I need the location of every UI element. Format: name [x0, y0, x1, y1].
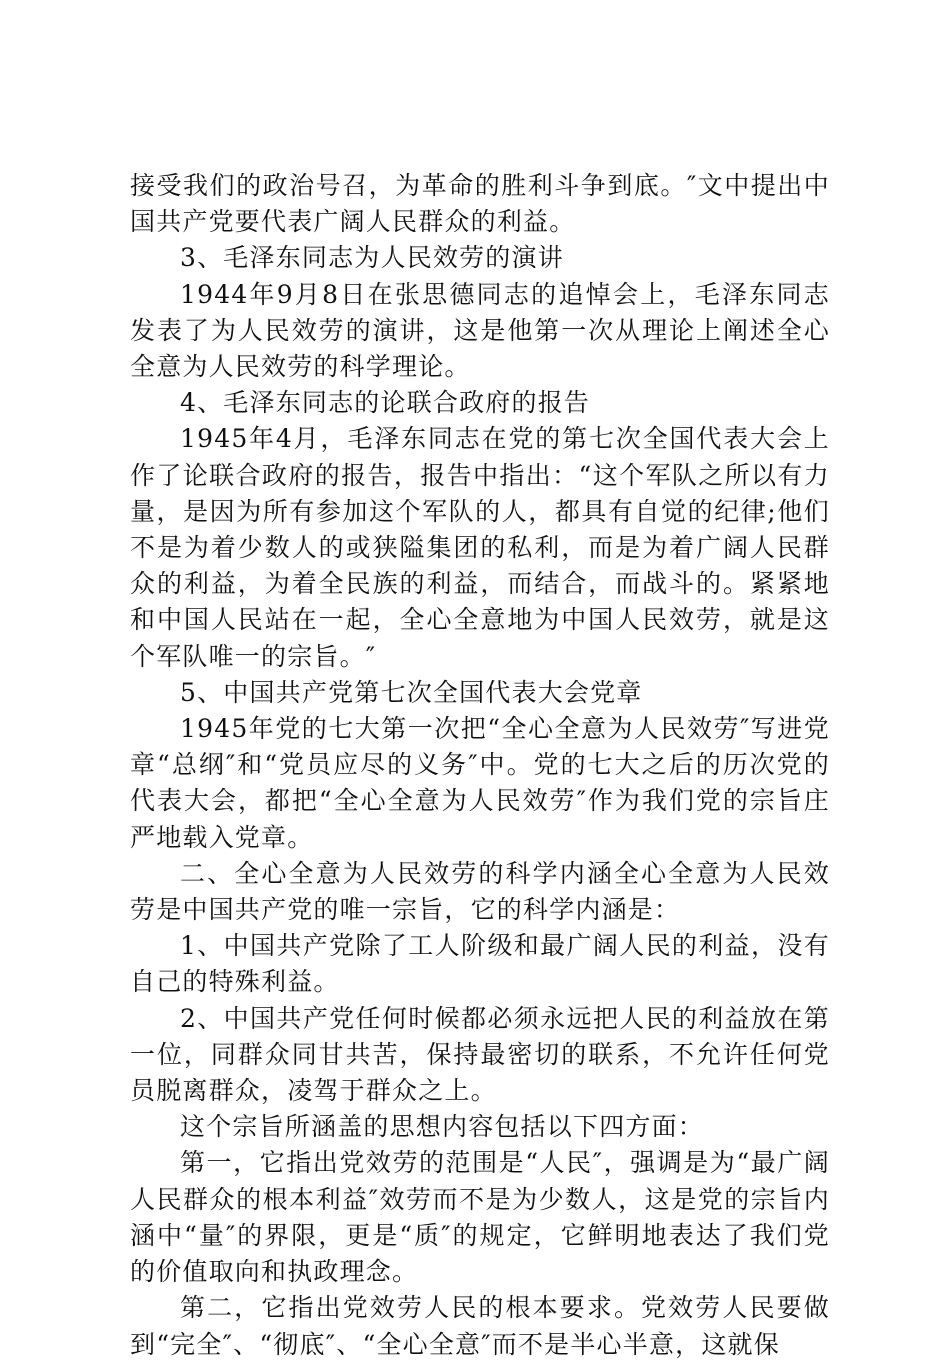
list-item: 1、中国共产党除了工人阶级和最广阔人民的利益，没有自己的特殊利益。 [130, 931, 830, 997]
list-item: 2、中国共产党任何时候都必须永远把人民的利益放在第一位，同群众同甘共苦，保持最密切的联系，不允许任何党员脱离群众，凌驾于群众之上。 [130, 1003, 830, 1106]
paragraph: 第二，它指出党效劳人民的根本要求。党效劳人民要做到“完全″、“彻底″、“全心全意″而不是半心半意，这就保 [130, 1293, 830, 1359]
heading-item-4: 4、毛泽东同志的论联合政府的报告 [180, 388, 591, 418]
paragraph: 1944年9月8日在张思德同志的追悼会上，毛泽东同志发表了为人民效劳的演讲，这是他第一次从理论上阐述全心全意为人民效劳的科学理论。 [130, 279, 830, 382]
heading-item-3: 3、毛泽东同志为人民效劳的演讲 [180, 243, 564, 273]
paragraph: 1945年党的七大第一次把“全心全意为人民效劳″写进党章“总纲″和“党员应尽的义务″中。党的七大之后的历次党的代表大会，都把“全心全意为人民效劳″作为我们党的宗旨庄严地载入党章。 [130, 714, 830, 852]
document-body [130, 168, 830, 1363]
section-heading: 二、全心全意为人民效劳的科学内涵全心全意为人民效劳是中国共产党的唯一宗旨，它的科学内涵是： [130, 858, 830, 925]
paragraph: 接受我们的政治号召，为革命的胜利斗争到底。″文中提出中国共产党要代表广阔人民群众的利益。 [130, 171, 830, 237]
heading-item-5: 5、中国共产党第七次全国代表大会党章 [180, 677, 643, 707]
paragraph: 1945年4月，毛泽东同志在党的第七次全国代表大会上作了论联合政府的报告，报告中指出：“这个军队之所以有力量，是因为所有参加这个军队的人，都具有自觉的纪律;他们不是为着少数人的或狭隘集团的私利，而是为着广阔人民群众的利益，为着全民族的利益，而结合，而战斗的。紧紧地和中国人民站在一起，全心全意地为中国人民效劳，就是这个军队唯一的宗旨。″ [130, 424, 830, 671]
paragraph: 第一，它指出党效劳的范围是“人民″，强调是为“最广阔人民群众的根本利益″效劳而不是为少数人，这是党的宗旨内涵中“量″的界限，更是“质″的规定，它鲜明地表达了我们党的价值取向和执政理念。 [130, 1148, 830, 1287]
paragraph: 这个宗旨所涵盖的思想内容包括以下四方面： [180, 1112, 705, 1142]
